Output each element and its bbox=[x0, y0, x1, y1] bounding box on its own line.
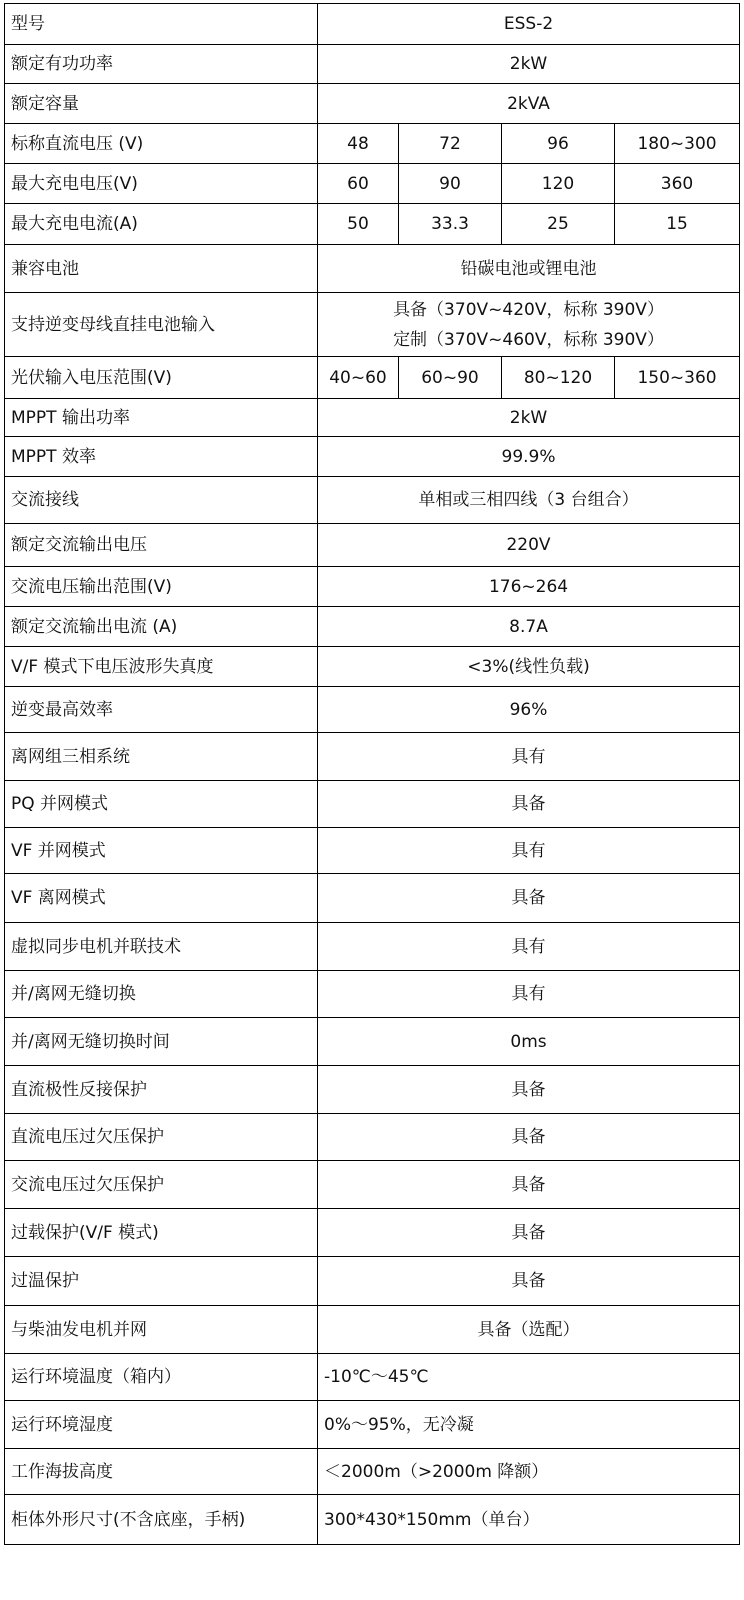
spec-value-cell: 120 bbox=[502, 164, 615, 204]
spec-value: 具备（选配） bbox=[318, 1306, 740, 1354]
spec-label: 交流接线 bbox=[5, 477, 318, 524]
spec-row bbox=[5, 1495, 740, 1545]
spec-value: 96% bbox=[318, 687, 740, 733]
spec-value: 220V bbox=[318, 524, 740, 567]
spec-value: 铅碳电池或锂电池 bbox=[318, 245, 740, 293]
spec-label: PQ 并网模式 bbox=[5, 781, 318, 828]
spec-label: 额定交流输出电压 bbox=[5, 524, 318, 567]
spec-value-cell: 33.3 bbox=[399, 204, 502, 245]
spec-row bbox=[5, 164, 740, 204]
spec-label: 额定有功功率 bbox=[5, 45, 318, 84]
spec-label: 柜体外形尺寸(不含底座，手柄) bbox=[5, 1495, 318, 1545]
spec-label: 标称直流电压 (V) bbox=[5, 124, 318, 164]
spec-table-body bbox=[5, 4, 740, 1545]
spec-row bbox=[5, 1354, 740, 1401]
spec-value: 具有 bbox=[318, 971, 740, 1018]
spec-value: 176~264 bbox=[318, 567, 740, 607]
spec-value: 具备 bbox=[318, 1209, 740, 1257]
spec-label: 过温保护 bbox=[5, 1257, 318, 1306]
spec-label: 直流电压过欠压保护 bbox=[5, 1114, 318, 1161]
spec-label: 型号 bbox=[5, 4, 318, 45]
spec-row bbox=[5, 1401, 740, 1449]
spec-value-cell: 50 bbox=[318, 204, 399, 245]
spec-label: V/F 模式下电压波形失真度 bbox=[5, 647, 318, 687]
spec-row bbox=[5, 1114, 740, 1161]
spec-row bbox=[5, 45, 740, 84]
spec-label: 运行环境温度（箱内） bbox=[5, 1354, 318, 1401]
spec-value: 2kW bbox=[318, 399, 740, 437]
spec-row bbox=[5, 4, 740, 45]
spec-value: 具备 bbox=[318, 1257, 740, 1306]
spec-row bbox=[5, 399, 740, 437]
spec-value-cell: 48 bbox=[318, 124, 399, 164]
spec-value: 0ms bbox=[318, 1018, 740, 1066]
spec-label: 额定交流输出电流 (A) bbox=[5, 607, 318, 647]
spec-label: 额定容量 bbox=[5, 84, 318, 124]
spec-value: 300*430*150mm（单台） bbox=[318, 1495, 740, 1545]
spec-label: VF 并网模式 bbox=[5, 828, 318, 874]
spec-label: 并/离网无缝切换时间 bbox=[5, 1018, 318, 1066]
spec-value: 具有 bbox=[318, 923, 740, 971]
spec-value-cell: 90 bbox=[399, 164, 502, 204]
spec-value: 0%～95%，无冷凝 bbox=[318, 1401, 740, 1449]
spec-row bbox=[5, 1066, 740, 1114]
spec-row bbox=[5, 647, 740, 687]
spec-value-cell: 60 bbox=[318, 164, 399, 204]
spec-value-cell: 15 bbox=[615, 204, 740, 245]
spec-value-cell: 96 bbox=[502, 124, 615, 164]
spec-value: 具有 bbox=[318, 733, 740, 781]
spec-value-cell: 150~360 bbox=[615, 357, 740, 399]
spec-label: 与柴油发电机并网 bbox=[5, 1306, 318, 1354]
spec-value: ESS-2 bbox=[318, 4, 740, 45]
spec-row bbox=[5, 971, 740, 1018]
spec-value: 99.9% bbox=[318, 437, 740, 477]
spec-value-cell: 60~90 bbox=[399, 357, 502, 399]
spec-value: 具有 bbox=[318, 828, 740, 874]
spec-row bbox=[5, 687, 740, 733]
spec-row bbox=[5, 1209, 740, 1257]
spec-row bbox=[5, 1161, 740, 1209]
spec-label: 并/离网无缝切换 bbox=[5, 971, 318, 1018]
spec-label: 最大充电电流(A) bbox=[5, 204, 318, 245]
spec-label: 离网组三相系统 bbox=[5, 733, 318, 781]
spec-value: -10℃～45℃ bbox=[318, 1354, 740, 1401]
spec-value-cell: 80~120 bbox=[502, 357, 615, 399]
spec-row bbox=[5, 204, 740, 245]
spec-row bbox=[5, 245, 740, 293]
spec-row bbox=[5, 828, 740, 874]
spec-row bbox=[5, 1306, 740, 1354]
spec-label: 兼容电池 bbox=[5, 245, 318, 293]
spec-value: 具备 bbox=[318, 1161, 740, 1209]
spec-value-line: 定制（370V~460V，标称 390V） bbox=[393, 329, 664, 350]
spec-row bbox=[5, 524, 740, 567]
spec-row bbox=[5, 1018, 740, 1066]
spec-label: 光伏输入电压范围(V) bbox=[5, 357, 318, 399]
spec-value: 具备 bbox=[318, 1114, 740, 1161]
spec-value: ＜2000m（>2000m 降额） bbox=[318, 1449, 740, 1495]
spec-label: 最大充电电压(V) bbox=[5, 164, 318, 204]
spec-label: MPPT 效率 bbox=[5, 437, 318, 477]
spec-row bbox=[5, 84, 740, 124]
spec-row bbox=[5, 781, 740, 828]
spec-label: MPPT 输出功率 bbox=[5, 399, 318, 437]
spec-value: 8.7A bbox=[318, 607, 740, 647]
spec-row bbox=[5, 293, 740, 357]
spec-row bbox=[5, 923, 740, 971]
spec-value-cell: 25 bbox=[502, 204, 615, 245]
spec-value bbox=[318, 293, 740, 357]
spec-label: 工作海拔高度 bbox=[5, 1449, 318, 1495]
spec-label: 虚拟同步电机并联技术 bbox=[5, 923, 318, 971]
spec-row bbox=[5, 477, 740, 524]
spec-row bbox=[5, 437, 740, 477]
spec-label: 支持逆变母线直挂电池输入 bbox=[5, 293, 318, 357]
spec-row bbox=[5, 1257, 740, 1306]
spec-label: 逆变最高效率 bbox=[5, 687, 318, 733]
spec-row bbox=[5, 1449, 740, 1495]
spec-value: 2kW bbox=[318, 45, 740, 84]
spec-label: 交流电压输出范围(V) bbox=[5, 567, 318, 607]
spec-label: VF 离网模式 bbox=[5, 874, 318, 923]
spec-value: 2kVA bbox=[318, 84, 740, 124]
spec-value-line: 具备（370V~420V，标称 390V） bbox=[393, 299, 664, 320]
spec-row bbox=[5, 874, 740, 923]
spec-row bbox=[5, 124, 740, 164]
spec-row bbox=[5, 733, 740, 781]
spec-label: 过载保护(V/F 模式) bbox=[5, 1209, 318, 1257]
spec-table bbox=[4, 3, 740, 1545]
spec-value: 具备 bbox=[318, 874, 740, 923]
spec-value-cell: 360 bbox=[615, 164, 740, 204]
spec-value-cell: 72 bbox=[399, 124, 502, 164]
spec-value: 具备 bbox=[318, 1066, 740, 1114]
spec-label: 交流电压过欠压保护 bbox=[5, 1161, 318, 1209]
spec-value: 单相或三相四线（3 台组合） bbox=[318, 477, 740, 524]
spec-value: <3%(线性负载) bbox=[318, 647, 740, 687]
spec-label: 运行环境湿度 bbox=[5, 1401, 318, 1449]
spec-row bbox=[5, 607, 740, 647]
spec-row bbox=[5, 567, 740, 607]
spec-label: 直流极性反接保护 bbox=[5, 1066, 318, 1114]
spec-value-cell: 40~60 bbox=[318, 357, 399, 399]
spec-value: 具备 bbox=[318, 781, 740, 828]
spec-row bbox=[5, 357, 740, 399]
spec-value-cell: 180~300 bbox=[615, 124, 740, 164]
